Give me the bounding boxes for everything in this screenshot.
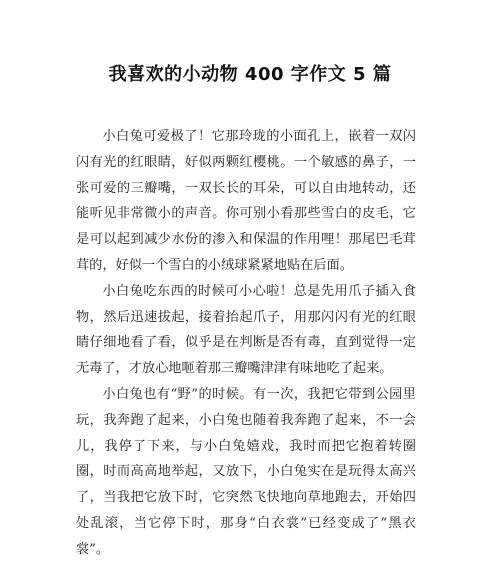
paragraph-appearance: 小白兔可爱极了！它那玲珑的小面孔上，嵌着一双闪闪有光的红眼睛，好似两颗红樱桃。一个敏感的鼻子，一张可爱的三瓣嘴，一双长长的耳朵，可以自由地转动，还能听见非常微小的声音。你可别小看那些雪白的皮毛，它是可以起到减少水份的渗入和保温的作用哩！那尾巴毛茸茸的，好似一个雪白的小绒球紧紧地贴在后面。 xyxy=(76,129,416,273)
paragraph-playing: 小白兔也有“野”的时候。有一次，我把它带到公园里玩，我奔跑了起来，小白兔也随着我奔跑了起来，不一会儿，我停了下来，与小白兔嬉戏，我时而把它抱着转圈圈，时而高高地举起，又放下，小白兔实在是玩得太高兴了，当我把它放下时，它突然飞快地向草地跑去，开始四处乱滚，当它停下时，那身“白衣裳”已经变成了“黑衣裳”。 xyxy=(76,386,416,557)
paragraph-eating: 小白兔吃东西的时候可小心啦！总是先用爪子插入食物，然后迅速拔起，接着抬起爪子，用那闪闪有光的红眼睛仔细地看了看，似乎是在判断是否有毒，直到觉得一定无毒了，才放心地咂着那三瓣嘴津津有味地吃了起来。 xyxy=(76,283,416,377)
document-title: 我喜欢的小动物 400 字作文 5 篇 xyxy=(108,64,392,85)
document-body xyxy=(76,124,416,563)
